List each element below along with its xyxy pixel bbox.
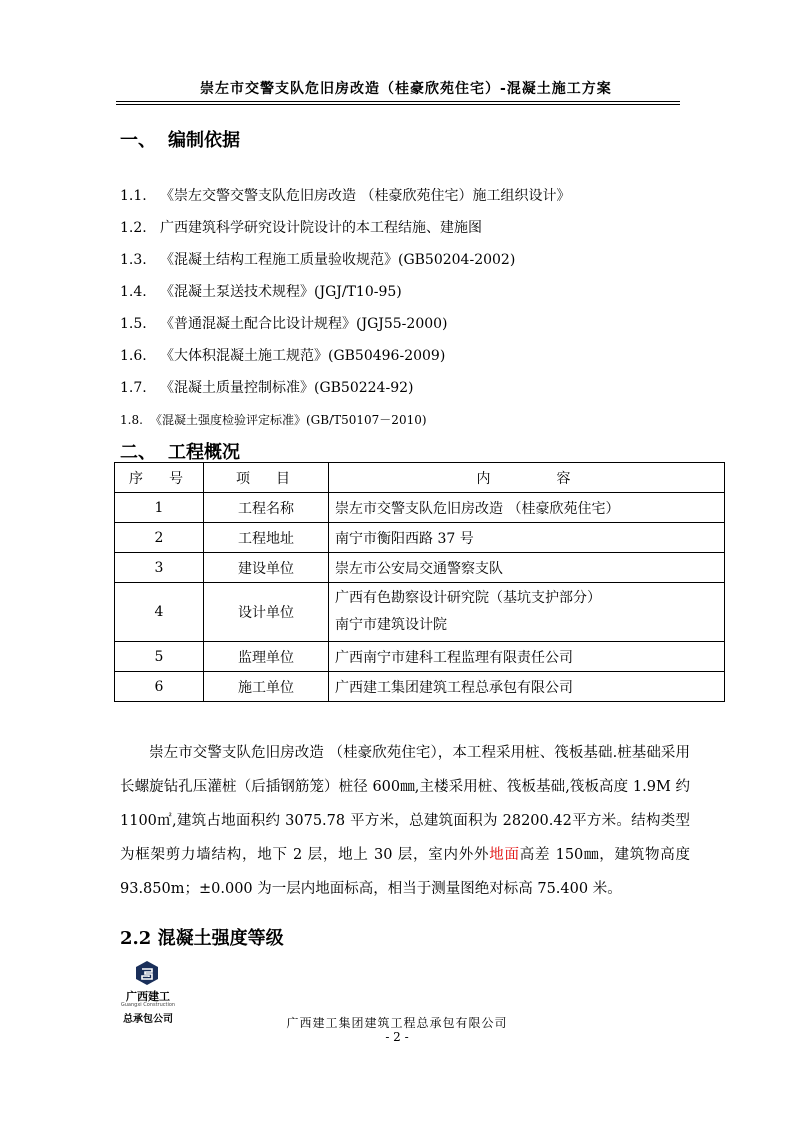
cell-content: 南宁市衡阳西路 37 号 (329, 523, 725, 553)
item-number: 1.5. (120, 316, 147, 332)
cell-seq: 1 (115, 493, 204, 523)
item-number: 1.6. (120, 348, 147, 364)
project-overview-table (114, 462, 725, 702)
cell-item: 建设单位 (204, 553, 329, 583)
table-row (115, 553, 725, 583)
item-text: 《混凝土泵送技术规程》(JGJ/T10-95) (160, 284, 402, 300)
list-item (120, 282, 690, 314)
cell-seq: 4 (115, 583, 204, 642)
description-text-continued: 高差 150㎜，建筑物高度 93.850m；±0.000 为一层内地面标高，相当于测量图绝对标高 75.400 米。 (120, 847, 690, 897)
item-text: 《大体积混凝土施工规范》(GB50496-2009) (160, 348, 446, 364)
subsection-heading: 2.2 混凝土强度等级 (120, 928, 284, 949)
section-number: 一、 (120, 130, 156, 151)
column-header-item: 项 目 (204, 463, 329, 493)
table-header-row (115, 463, 725, 493)
basis-list (120, 186, 690, 442)
header-rule-double (116, 104, 680, 105)
cell-seq: 5 (115, 642, 204, 672)
cell-seq: 2 (115, 523, 204, 553)
table-row (115, 493, 725, 523)
section-heading-overview (120, 438, 240, 464)
list-item (120, 186, 690, 218)
footer-company: 广西建工集团建筑工程总承包有限公司 (286, 1016, 508, 1030)
cell-seq: 6 (115, 672, 204, 702)
table-row (115, 672, 725, 702)
section-title: 编制依据 (168, 130, 240, 151)
cell-item: 施工单位 (204, 672, 329, 702)
item-number: 1.3. (120, 252, 147, 268)
cell-item: 监理单位 (204, 642, 329, 672)
description-highlight: 地面 (489, 847, 520, 863)
item-number: 1.1. (120, 188, 147, 204)
item-number: 1.4. (120, 284, 147, 300)
header-title: 崇左市交警支队危旧房改造（桂豪欣苑住宅）-混凝土施工方案 (200, 81, 612, 97)
list-item (120, 346, 690, 378)
cell-seq: 3 (115, 553, 204, 583)
list-item (120, 378, 690, 410)
item-number: 1.2. (120, 220, 147, 236)
page-number: - 2 - (385, 1030, 409, 1044)
cell-content: 广西南宁市建科工程监理有限责任公司 (329, 642, 725, 672)
item-text: 《混凝土强度检验评定标准》(GB/T50107－2010) (150, 413, 427, 427)
cell-content: 广西建工集团建筑工程总承包有限公司 (329, 672, 725, 702)
company-logo-icon (134, 960, 160, 986)
table-row (115, 583, 725, 642)
column-header-content: 内 容 (329, 463, 725, 493)
item-number: 1.7. (120, 380, 147, 396)
cell-content-line: 广西有色勘察设计研究院（基坑支护部分） (335, 590, 601, 606)
item-text: 《混凝土结构工程施工质量验收规范》(GB50204-2002) (160, 252, 516, 268)
cell-content: 崇左市交警支队危旧房改造 （桂豪欣苑住宅） (329, 493, 725, 523)
cell-item: 工程地址 (204, 523, 329, 553)
section-number: 二、 (120, 442, 156, 463)
column-header-seq: 序 号 (115, 463, 204, 493)
project-description (120, 736, 690, 906)
list-item (120, 218, 690, 250)
section-heading-basis (120, 126, 240, 152)
cell-content-line: 南宁市建筑设计院 (335, 617, 447, 633)
logo-english: Guangxi Construction (120, 1002, 176, 1008)
cell-content: 崇左市公安局交通警察支队 (329, 553, 725, 583)
logo-name: 广西建工 (126, 990, 170, 1003)
cell-item: 工程名称 (204, 493, 329, 523)
item-text: 《普通混凝土配合比设计规程》(JGJ55-2000) (160, 316, 448, 332)
list-item (120, 314, 690, 346)
table-row (115, 642, 725, 672)
description-text: 崇左市交警支队危旧房改造 （桂豪欣苑住宅），本工程采用桩、筏板基础.桩基础采用长螺旋钻孔压灌桩（后插钢筋笼）桩径 600㎜,主楼采用桩、筏板基础,筏板高度 1.9M 约 1100㎡,建筑占地面积约 3075.78 平方米，总建筑面积为 28200.42平方米。结构类型为框架剪力墙结构，地下 2 层，地上 30 层，室内外外 (120, 745, 690, 863)
item-text: 《崇左交警交警支队危旧房改造 （桂豪欣苑住宅）施工组织设计》 (160, 188, 571, 204)
item-text: 广西建筑科学研究设计院设计的本工程结施、建施图 (160, 220, 482, 236)
logo-subtitle: 总承包公司 (123, 1014, 173, 1025)
cell-content (329, 583, 725, 642)
item-text: 《混凝土质量控制标准》(GB50224-92) (160, 380, 414, 396)
section-title: 工程概况 (168, 442, 240, 463)
item-number: 1.8. (120, 413, 143, 427)
list-item (120, 250, 690, 282)
header-rule (116, 101, 680, 102)
cell-item: 设计单位 (204, 583, 329, 642)
table-row (115, 523, 725, 553)
